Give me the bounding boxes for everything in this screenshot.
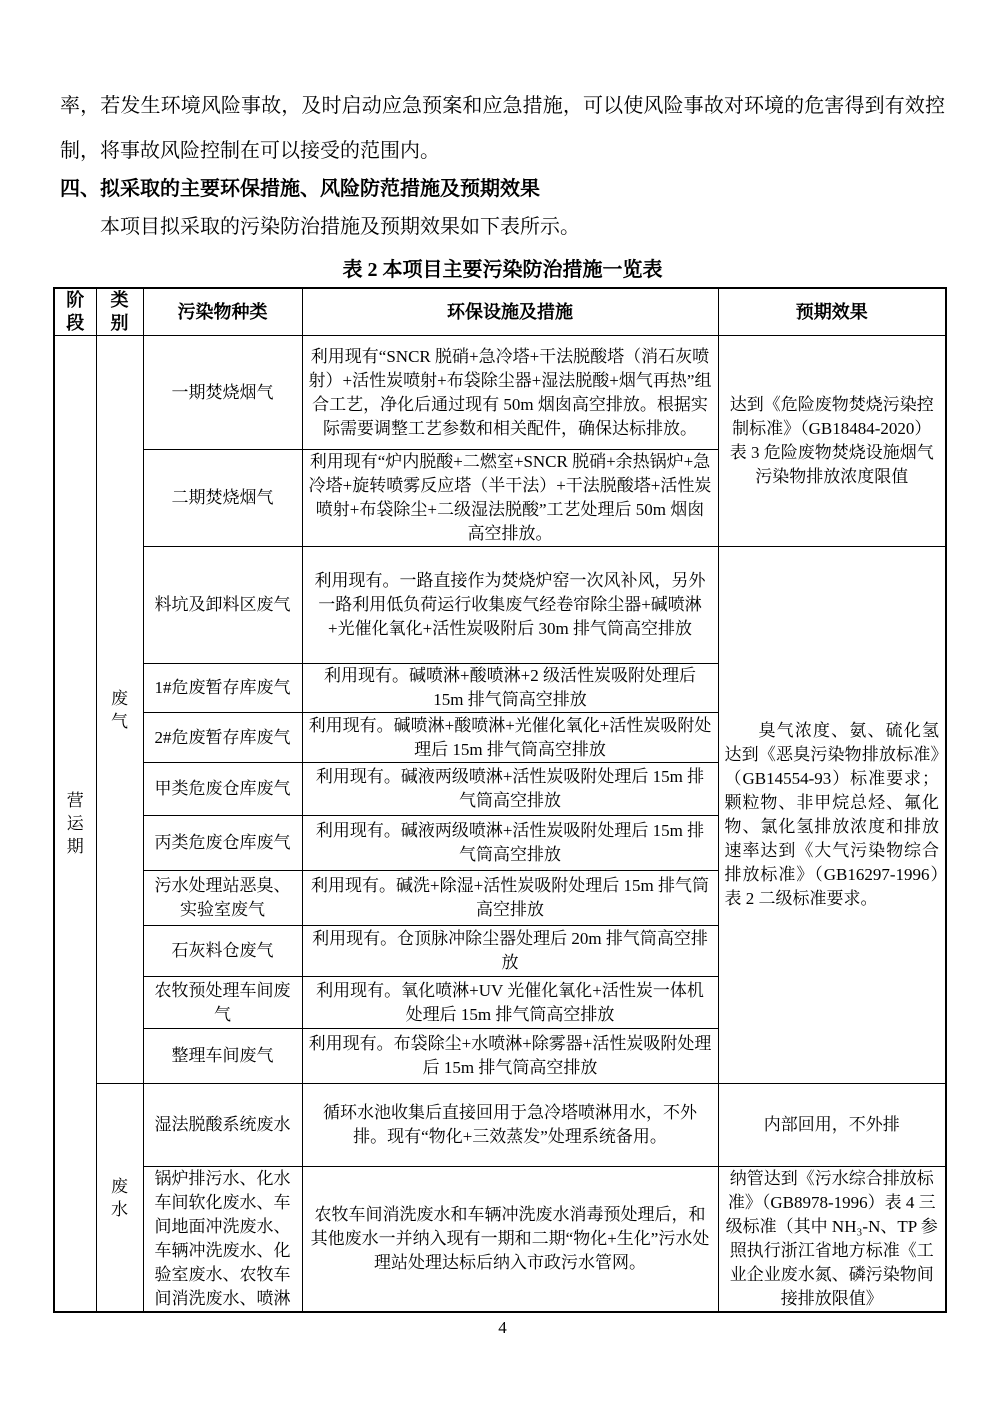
pollutant-cell: 农牧预处理车间废气 (143, 977, 302, 1029)
measure-cell: 农牧车间消洗废水和车辆冲洗废水消毒预处理后，和其他废水一并纳入现有一期和二期“物化+生化”污水处理站处理达标后纳入市政污水管网。 (302, 1167, 718, 1313)
measure-cell: 利用现有。碱洗+除湿+活性炭吸附处理后 15m 排气筒高空排放 (302, 871, 718, 926)
measure-cell: 循环水池收集后直接回用于急冷塔喷淋用水，不外排。现有“物化+三效蒸发”处理系统备用。 (302, 1084, 718, 1167)
effect-cell-sewer: 纳管达到《污水综合排放标准》（GB8978-1996）表 4 三级标准（其中 NH₃-N、TP 参照执行浙江省地方标准《工业企业废水氮、磷污染物间接排放限值》 (718, 1167, 946, 1313)
category-cell-gas: 废气 (96, 336, 143, 1084)
measure-cell: 利用现有。仓顶脉冲除尘器处理后 20m 排气筒高空排放 (302, 926, 718, 977)
header-effect: 预期效果 (718, 288, 946, 336)
measure-cell: 利用现有。布袋除尘+水喷淋+除雾器+活性炭吸附处理后 15m 排气筒高空排放 (302, 1029, 718, 1084)
measure-cell: 利用现有。一路直接作为焚烧炉窑一次风补风，另外一路利用低负荷运行收集废气经卷帘除尘器+碱喷淋+光催化氧化+活性炭吸附后 30m 排气筒高空排放 (302, 547, 718, 664)
table-header-row (54, 288, 946, 336)
pollutant-cell: 二期焚烧烟气 (143, 450, 302, 547)
measure-cell: 利用现有“SNCR 脱硝+急冷塔+干法脱酸塔（消石灰喷射）+活性炭喷射+布袋除尘器+湿法脱酸+烟气再热”组合工艺，净化后通过现有 50m 烟囱高空排放。根据实际需要调整工艺参数和相关配件，确保达标排放。 (302, 336, 718, 450)
header-category: 类别 (96, 288, 143, 336)
measure-cell: 利用现有。碱喷淋+酸喷淋+光催化氧化+活性炭吸附处理后 15m 排气筒高空排放 (302, 713, 718, 763)
effect-cell-odour: 臭气浓度、氨、硫化氢达到《恶臭污染物排放标准》（GB14554-93）标准要求；颗粒物、非甲烷总烃、氟化物、氯化氢排放浓度和排放速率达到《大气污染物综合排放标准》（GB16297-1996）表 2 二级标准要求。 (718, 547, 946, 1084)
measure-cell: 利用现有。碱液两级喷淋+活性炭吸附处理后 15m 排气筒高空排放 (302, 816, 718, 871)
pollutant-cell: 丙类危废仓库废气 (143, 816, 302, 871)
table-caption: 表 2 本项目主要污染防治措施一览表 (342, 259, 663, 281)
table-row (54, 336, 946, 450)
pollutant-cell: 锅炉排污水、化水车间软化废水、车间地面冲洗废水、车辆冲洗废水、化验室废水、农牧车间消洗废水、喷淋 (143, 1167, 302, 1313)
pollutant-cell: 污水处理站恶臭、实验室废气 (143, 871, 302, 926)
measure-cell: 利用现有“炉内脱酸+二燃室+SNCR 脱硝+余热锅炉+急冷塔+旋转喷雾反应塔（半干法）+干法脱酸塔+活性炭喷射+布袋除尘+二级湿法脱酸”工艺处理后 50m 烟囱高空排放。 (302, 450, 718, 547)
pollutant-cell: 石灰料仓废气 (143, 926, 302, 977)
effect-cell-reuse: 内部回用，不外排 (718, 1084, 946, 1167)
header-pollutant: 污染物种类 (143, 288, 302, 336)
pollutant-cell: 甲类危废仓库废气 (143, 763, 302, 816)
pollutant-cell: 1#危废暂存库废气 (143, 664, 302, 713)
measure-cell: 利用现有。碱液两级喷淋+活性炭吸附处理后 15m 排气筒高空排放 (302, 763, 718, 816)
stage-cell: 营运期 (54, 336, 96, 1313)
pollutant-cell: 湿法脱酸系统废水 (143, 1084, 302, 1167)
pollutant-cell: 一期焚烧烟气 (143, 336, 302, 450)
page-number: 4 (498, 1318, 507, 1337)
table-row (54, 547, 946, 664)
header-stage: 阶段 (54, 288, 96, 336)
pollutant-cell: 料坑及卸料区废气 (143, 547, 302, 664)
measures-table (53, 287, 947, 1313)
pollutant-cell: 整理车间废气 (143, 1029, 302, 1084)
section-heading: 四、拟采取的主要环保措施、风险防范措施及预期效果 (60, 178, 540, 200)
intro-paragraph: 率，若发生环境风险事故，及时启动应急预案和应急措施，可以使风险事故对环境的危害得到有效控制，将事故风险控制在可以接受的范围内。 (60, 95, 945, 162)
category-cell-water: 废水 (96, 1084, 143, 1313)
header-measure: 环保设施及措施 (302, 288, 718, 336)
lead-paragraph: 本项目拟采取的污染防治措施及预期效果如下表所示。 (100, 216, 580, 238)
measure-cell: 利用现有。氧化喷淋+UV 光催化氧化+活性炭一体机处理后 15m 排气筒高空排放 (302, 977, 718, 1029)
table-row (54, 1084, 946, 1167)
measure-cell: 利用现有。碱喷淋+酸喷淋+2 级活性炭吸附处理后 15m 排气筒高空排放 (302, 664, 718, 713)
pollutant-cell: 2#危废暂存库废气 (143, 713, 302, 763)
table-row (54, 1167, 946, 1313)
effect-cell-incineration: 达到《危险废物焚烧污染控制标准》（GB18484-2020）表 3 危险废物焚烧设施烟气污染物排放浓度限值 (718, 336, 946, 547)
